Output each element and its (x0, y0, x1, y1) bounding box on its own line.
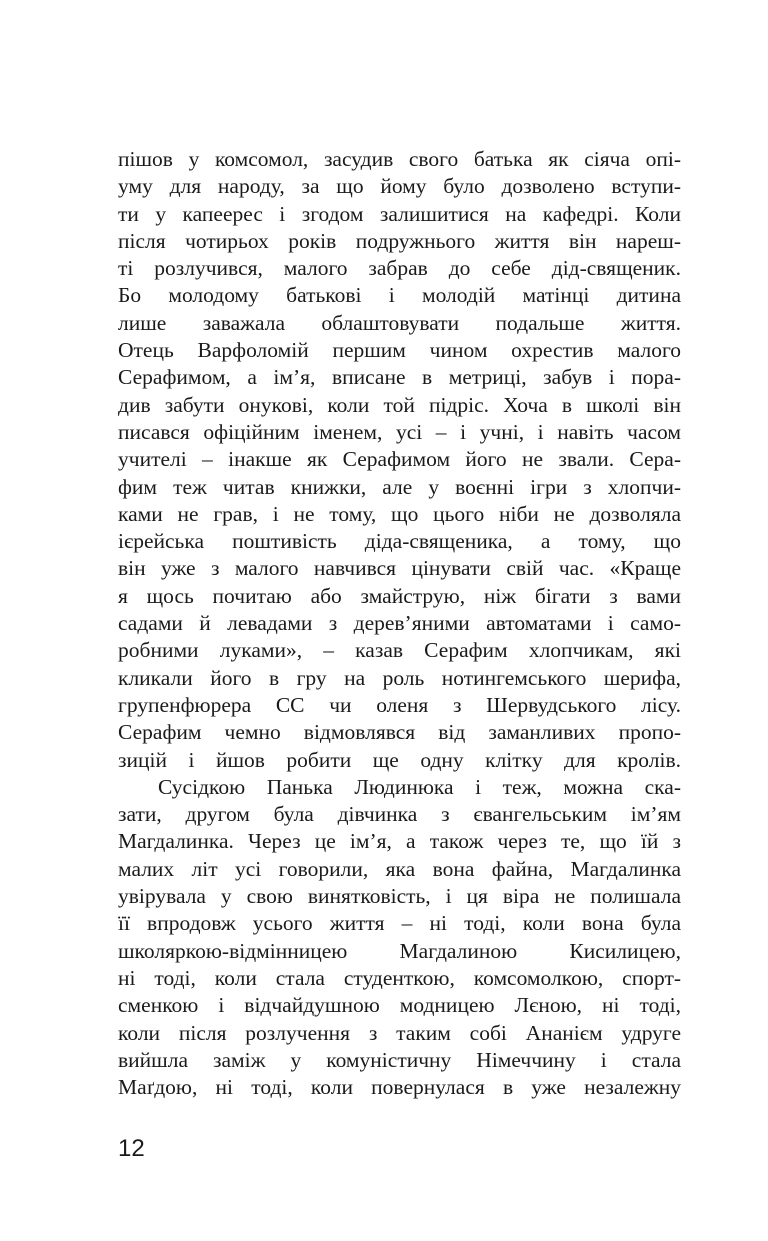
text-line: кликали його в гру на роль нотингемського шерифа, (118, 665, 681, 690)
text-line: лише заважала облаштовувати подальше життя. (118, 310, 681, 335)
text-line: писався офіційним іменем, усі – і учні, і навіть часом (118, 419, 681, 444)
text-line: увірувала у свою винятковість, і ця віра не полишала (118, 884, 681, 909)
text-line: ні тоді, коли стала студенткою, комсомолкою, спорт- (118, 965, 681, 990)
text-line: вийшла заміж у комуністичну Німеччину і стала (118, 1047, 681, 1072)
text-line: робними луками», – казав Серафим хлопчикам, які (118, 638, 681, 663)
text-line: див забути онукові, коли той підріс. Хоча в школі він (118, 392, 681, 417)
text-line: школяркою-відмінницею Магдалиною Кисилицею, (118, 938, 681, 963)
text-line: учителі – інакше як Серафимом його не звали. Сера- (118, 447, 681, 472)
text-line: її впродовж усього життя – ні тоді, коли вона була (118, 911, 681, 936)
text-line: зати, другом була дівчинка з євангельським ім’ям (118, 802, 681, 827)
text-line: ті розлучився, малого забрав до себе дід-священик. (118, 256, 681, 281)
text-line: ками не грав, і не тому, що цього ніби не дозволяла (118, 501, 681, 526)
text-line: ієрейська поштивість діда-священика, а тому, що (118, 529, 681, 554)
text-line: садами й левадами з дерев’яними автоматами і само- (118, 611, 681, 636)
text-line: коли після розлучення з таким собі Ананієм удруге (118, 1020, 681, 1045)
text-line: зицій і йшов робити ще одну клітку для кролів. (118, 747, 681, 772)
text-line: Бо молодому батькові і молодій матінці дитина (118, 283, 681, 308)
page-number: 12 (118, 1135, 145, 1162)
text-line: я щось почитаю або змайструю, ніж бігати з вами (118, 583, 681, 608)
text-line: Отець Варфоломій першим чином охрестив малого (118, 338, 681, 363)
text-line: ти у капеерес і згодом залишитися на кафедрі. Коли (118, 201, 681, 226)
paragraph-first-line: Сусідкою Панька Людинюка і теж, можна ска- (158, 774, 681, 799)
text-line: групенфюрера СС чи оленя з Шервудського лісу. (118, 692, 681, 717)
text-line: Магдалинка. Через це ім’я, а також через те, що їй з (118, 829, 681, 854)
body-text (118, 146, 681, 1101)
text-line: уму для народу, за що йому було дозволено вступи- (118, 174, 681, 199)
text-line: сменкою і відчайдушною модницею Лєною, ні тоді, (118, 993, 681, 1018)
text-line: Серафим чемно відмовлявся від заманливих пропо- (118, 720, 681, 745)
text-line: Серафимом, а ім’я, вписане в метриці, забув і пора- (118, 365, 681, 390)
text-line: пішов у комсомол, засудив свого батька як сіяча опі- (118, 147, 681, 171)
text-line: він уже з малого навчився цінувати свій час. «Краще (118, 556, 681, 581)
text-line: фим теж читав книжки, але у воєнні ігри з хлопчи- (118, 474, 681, 499)
text-line: малих літ усі говорили, яка вона файна, Магдалинка (118, 856, 681, 881)
text-line: Маґдою, ні тоді, коли повернулася в уже незалежну (118, 1075, 681, 1100)
text-line: після чотирьох років подружнього життя він нареш- (118, 228, 681, 253)
